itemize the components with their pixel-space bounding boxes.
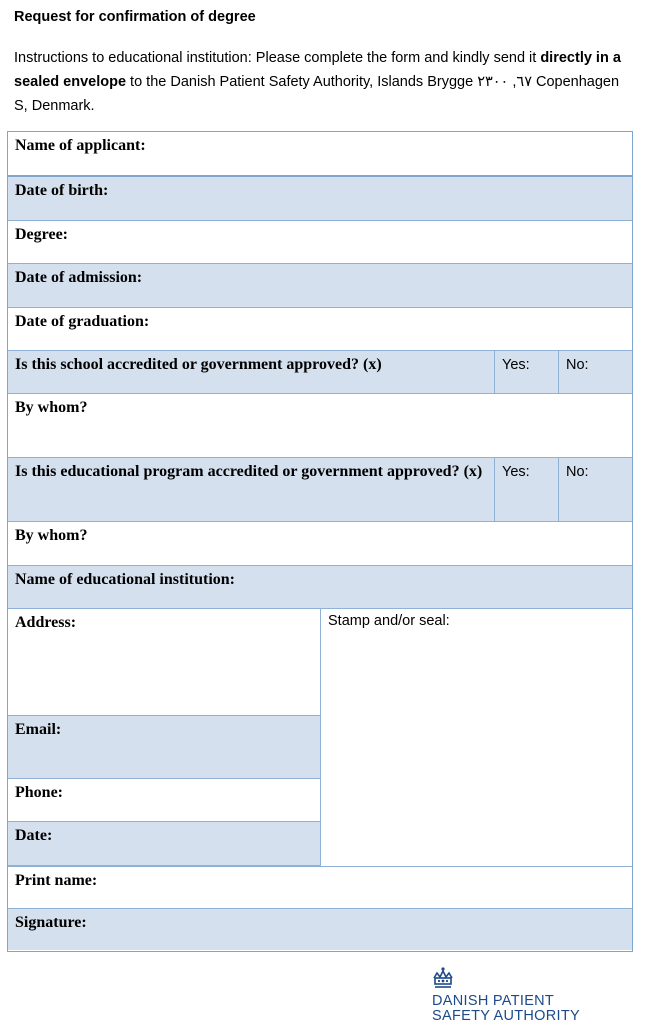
phone-label: Phone:: [15, 784, 63, 801]
logo-line-2: SAFETY AUTHORITY: [432, 1007, 580, 1024]
print-name-label: Print name:: [15, 872, 98, 889]
program-no-label: No:: [566, 464, 589, 480]
school-yes-label: Yes:: [502, 357, 530, 373]
date-of-admission-field[interactable]: [8, 264, 632, 308]
program-accredited-row: [8, 458, 632, 522]
instructions: [14, 46, 629, 118]
date-of-admission-label: Date of admission:: [15, 269, 143, 286]
by-whom-program-field[interactable]: [8, 522, 632, 566]
address-field[interactable]: [8, 609, 321, 716]
logo-text: [432, 994, 580, 1023]
date-of-birth-label: Date of birth:: [15, 182, 109, 199]
by-whom-program-label: By whom?: [15, 527, 88, 544]
program-no-checkbox[interactable]: [558, 458, 632, 521]
date-of-graduation-label: Date of graduation:: [15, 313, 150, 330]
confirmation-form: [7, 131, 633, 952]
school-no-label: No:: [566, 357, 589, 373]
signature-field[interactable]: [8, 909, 632, 950]
by-whom-school-label: By whom?: [15, 399, 88, 416]
institution-name-field[interactable]: [8, 566, 632, 609]
school-no-checkbox[interactable]: [558, 351, 632, 393]
page-title: Request for confirmation of degree: [14, 9, 256, 25]
name-of-applicant-label: Name of applicant:: [15, 137, 146, 154]
instructions-emphasis: directly in a sealed envelope: [14, 50, 621, 90]
phone-field[interactable]: [8, 779, 321, 822]
logo-line-1: DANISH PATIENT: [432, 993, 555, 1009]
degree-field[interactable]: [8, 221, 632, 264]
school-yes-checkbox[interactable]: [494, 351, 558, 393]
program-yes-label: Yes:: [502, 464, 530, 480]
degree-label: Degree:: [15, 226, 68, 243]
date-of-graduation-field[interactable]: [8, 308, 632, 351]
stamp-seal-label: Stamp and/or seal:: [328, 613, 450, 629]
email-label: Email:: [15, 721, 62, 738]
institution-name-label: Name of educational institution:: [15, 571, 235, 588]
name-of-applicant-field[interactable]: [8, 132, 632, 177]
school-accredited-label: Is this school accredited or government approved? (x): [15, 356, 382, 373]
program-yes-checkbox[interactable]: [494, 458, 558, 521]
by-whom-school-field[interactable]: [8, 394, 632, 458]
print-name-field[interactable]: [8, 866, 632, 909]
instructions-address: to the Danish Patient Safety Authority, Islands Brygge ٦٧, ٢٣٠٠ Copenhagen S, Denmark.: [14, 74, 620, 114]
program-accredited-label: Is this educational program accredited or government approved? (x): [15, 463, 483, 480]
danish-patient-safety-authority-logo: [430, 966, 630, 1024]
stamp-seal-area[interactable]: [320, 609, 632, 866]
date-label: Date:: [15, 827, 53, 844]
signature-label: Signature:: [15, 914, 87, 931]
address-label: Address:: [15, 614, 77, 631]
crown-icon: [430, 966, 456, 992]
instructions-text: Instructions to educational institution: Please complete the form and kindly send it: [14, 50, 541, 66]
date-of-birth-field[interactable]: [8, 177, 632, 221]
email-field[interactable]: [8, 716, 321, 779]
school-accredited-row: [8, 351, 632, 394]
date-field[interactable]: [8, 822, 321, 866]
